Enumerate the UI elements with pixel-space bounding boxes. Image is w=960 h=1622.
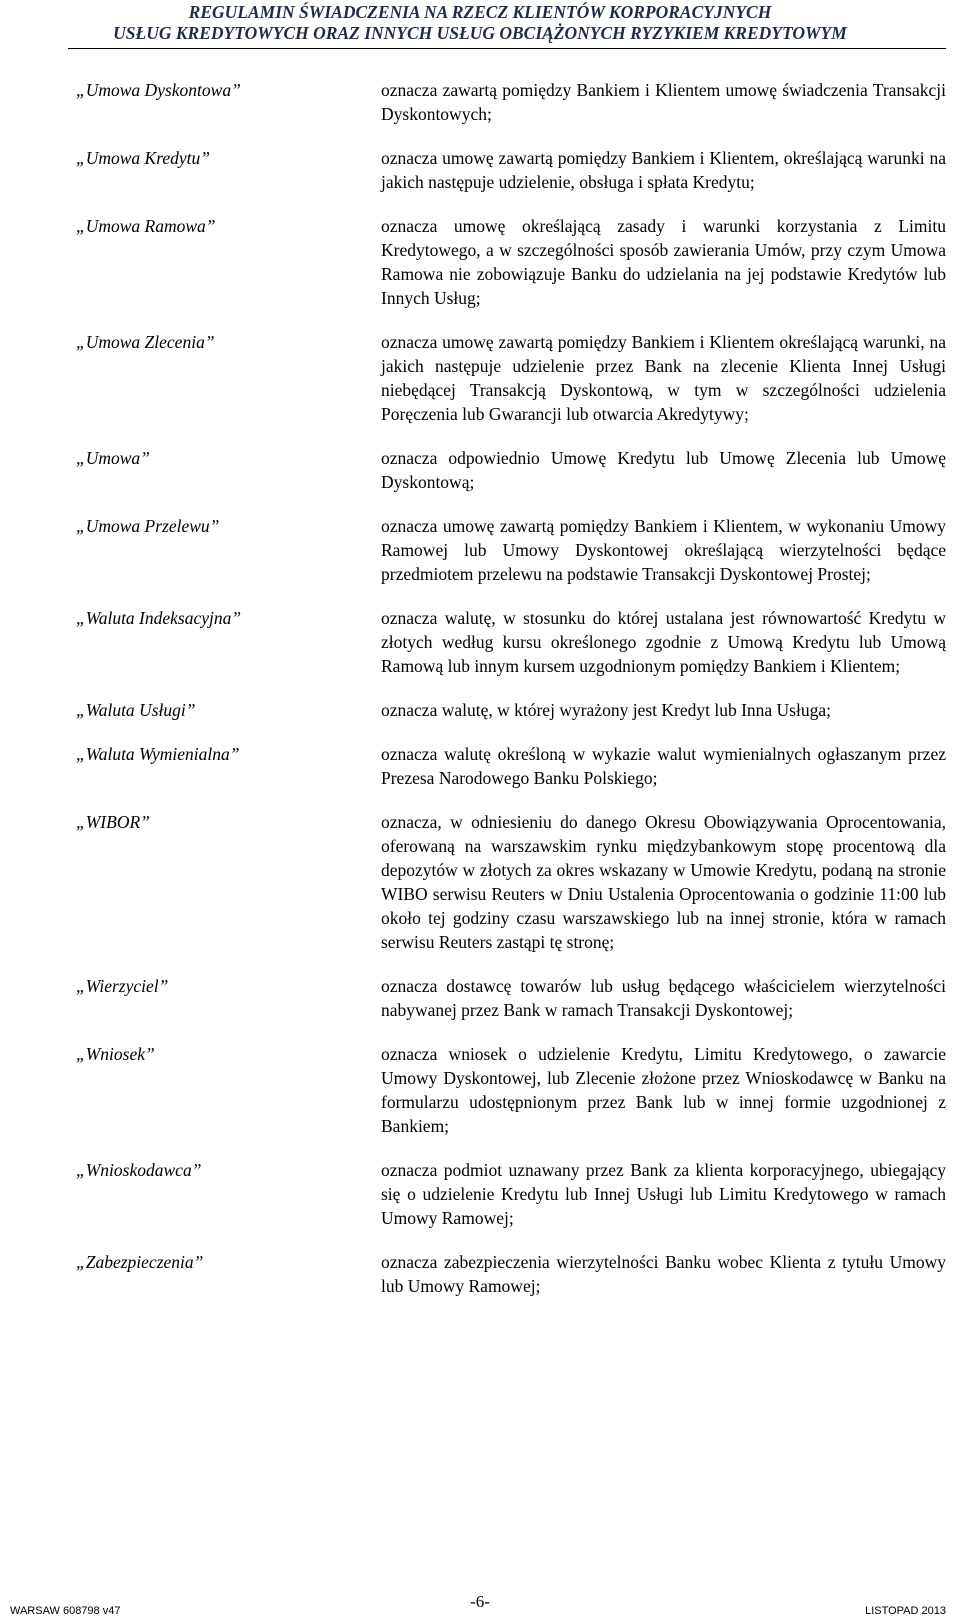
- definition-description: oznacza walutę, w stosunku do której ustalana jest równowartość Kredytu w złotych według kursu określonego zgodnie z Umową Kredytu lub Umową Ramową lub innym kursem uzgodnionym pomiędzy Bankiem i Klientem;: [381, 608, 946, 676]
- definition-description: oznacza wniosek o udzielenie Kredytu, Limitu Kredytowego, o zawarcie Umowy Dyskontowej, lub Zlecenie złożone przez Wnioskodawcę w Banku na formularzu udostępnionym przez Bank lub w innej formie uzgodnionej z Bankiem;: [381, 1044, 946, 1136]
- definition-term: „Wnioskodawca”: [76, 1160, 202, 1180]
- definition-description: oznacza zawartą pomiędzy Bankiem i Klientem umowę świadczenia Transakcji Dyskontowych;: [381, 80, 946, 124]
- definition-item: [76, 146, 946, 194]
- definition-description: oznacza dostawcę towarów lub usług będącego właścicielem wierzytelności nabywanej przez Bank w ramach Transakcji Dyskontowej;: [381, 976, 946, 1020]
- definition-item: [76, 1250, 946, 1298]
- definition-term: „Zabezpieczenia”: [76, 1252, 204, 1272]
- definition-item: [76, 810, 946, 954]
- definition-term: „Umowa Zlecenia”: [76, 332, 215, 352]
- document-footer: [0, 1594, 960, 1622]
- header-line-1: REGULAMIN ŚWIADCZENIA NA RZECZ KLIENTÓW KORPORACYJNYCH: [188, 2, 772, 22]
- definition-term: „Umowa Kredytu”: [76, 148, 211, 168]
- definition-item: [76, 742, 946, 790]
- document-date: LISTOPAD 2013: [865, 1605, 946, 1617]
- definition-item: [76, 514, 946, 586]
- page-number: -6-: [470, 1592, 490, 1611]
- definition-term: „Umowa Dyskontowa”: [76, 80, 241, 100]
- definition-term: „Waluta Indeksacyjna”: [76, 608, 242, 628]
- header-line-2: USŁUG KREDYTOWYCH ORAZ INNYCH USŁUG OBCIĄŻONYCH RYZYKIEM KREDYTOWYM: [113, 23, 847, 43]
- document-id: WARSAW 608798 v47: [10, 1605, 121, 1617]
- definition-description: oznacza podmiot uznawany przez Bank za klienta korporacyjnego, ubiegający się o udzielenie Kredytu lub Innej Usługi lub Limitu Kredytowego w ramach Umowy Ramowej;: [381, 1160, 946, 1228]
- definition-description: oznacza odpowiednio Umowę Kredytu lub Umowę Zlecenia lub Umowę Dyskontową;: [381, 448, 946, 492]
- definition-item: [76, 446, 946, 494]
- definition-term: „Waluta Usługi”: [76, 700, 196, 720]
- definition-item: [76, 214, 946, 310]
- document-header: [0, 2, 960, 44]
- definition-term: „Wniosek”: [76, 1044, 155, 1064]
- definition-item: [76, 1042, 946, 1138]
- definition-description: oznacza walutę, w której wyrażony jest Kredyt lub Inna Usługa;: [381, 700, 831, 720]
- definition-description: oznacza umowę zawartą pomiędzy Bankiem i Klientem określającą warunki, na jakich następuje udzielenie przez Bank na zlecenie Klienta Innej Usługi niebędącej Transakcją Dyskontową, w tym w szczególności udzielenia Poręczenia lub Gwarancji lub otwarcia Akredytywy;: [381, 332, 946, 424]
- definitions-list: [76, 78, 946, 1318]
- definition-term: „WIBOR”: [76, 812, 150, 832]
- definition-item: [76, 330, 946, 426]
- definition-term: „Umowa Przelewu”: [76, 516, 220, 536]
- definition-description: oznacza umowę zawartą pomiędzy Bankiem i Klientem, w wykonaniu Umowy Ramowej lub Umowy Dyskontowej określającą wierzytelności będące przedmiotem przelewu na podstawie Transakcji Dyskontowej Prostej;: [381, 516, 946, 584]
- definition-description: oznacza walutę określoną w wykazie walut wymienialnych ogłaszanym przez Prezesa Narodowego Banku Polskiego;: [381, 744, 946, 788]
- header-divider: [68, 48, 946, 49]
- definition-description: oznacza zabezpieczenia wierzytelności Banku wobec Klienta z tytułu Umowy lub Umowy Ramowej;: [381, 1252, 946, 1296]
- definition-term: „Umowa Ramowa”: [76, 216, 216, 236]
- definition-item: [76, 1158, 946, 1230]
- definition-term: „Wierzyciel”: [76, 976, 169, 996]
- definition-term: „Umowa”: [76, 448, 150, 468]
- definition-item: [76, 698, 946, 722]
- definition-description: oznacza umowę określającą zasady i warunki korzystania z Limitu Kredytowego, a w szczególności sposób zawierania Umów, przy czym Umowa Ramowa nie zobowiązuje Banku do udzielania na jej podstawie Kredytów lub Innych Usług;: [381, 216, 946, 308]
- definition-description: oznacza umowę zawartą pomiędzy Bankiem i Klientem, określającą warunki na jakich następuje udzielenie, obsługa i spłata Kredytu;: [381, 148, 946, 192]
- definition-description: oznacza, w odniesieniu do danego Okresu Obowiązywania Oprocentowania, oferowaną na warszawskim rynku międzybankowym stopę procentową dla depozytów w złotych za okres wskazany w Umowie Kredytu, podaną na stronie WIBO serwisu Reuters w Dniu Ustalenia Oprocentowania o godzinie 11:00 lub około tej godziny czasu warszawskiego lub na innej stronie, która w ramach serwisu Reuters zastąpi tę stronę;: [381, 812, 946, 952]
- definition-item: [76, 606, 946, 678]
- definition-item: [76, 974, 946, 1022]
- definition-item: [76, 78, 946, 126]
- definition-term: „Waluta Wymienialna”: [76, 744, 240, 764]
